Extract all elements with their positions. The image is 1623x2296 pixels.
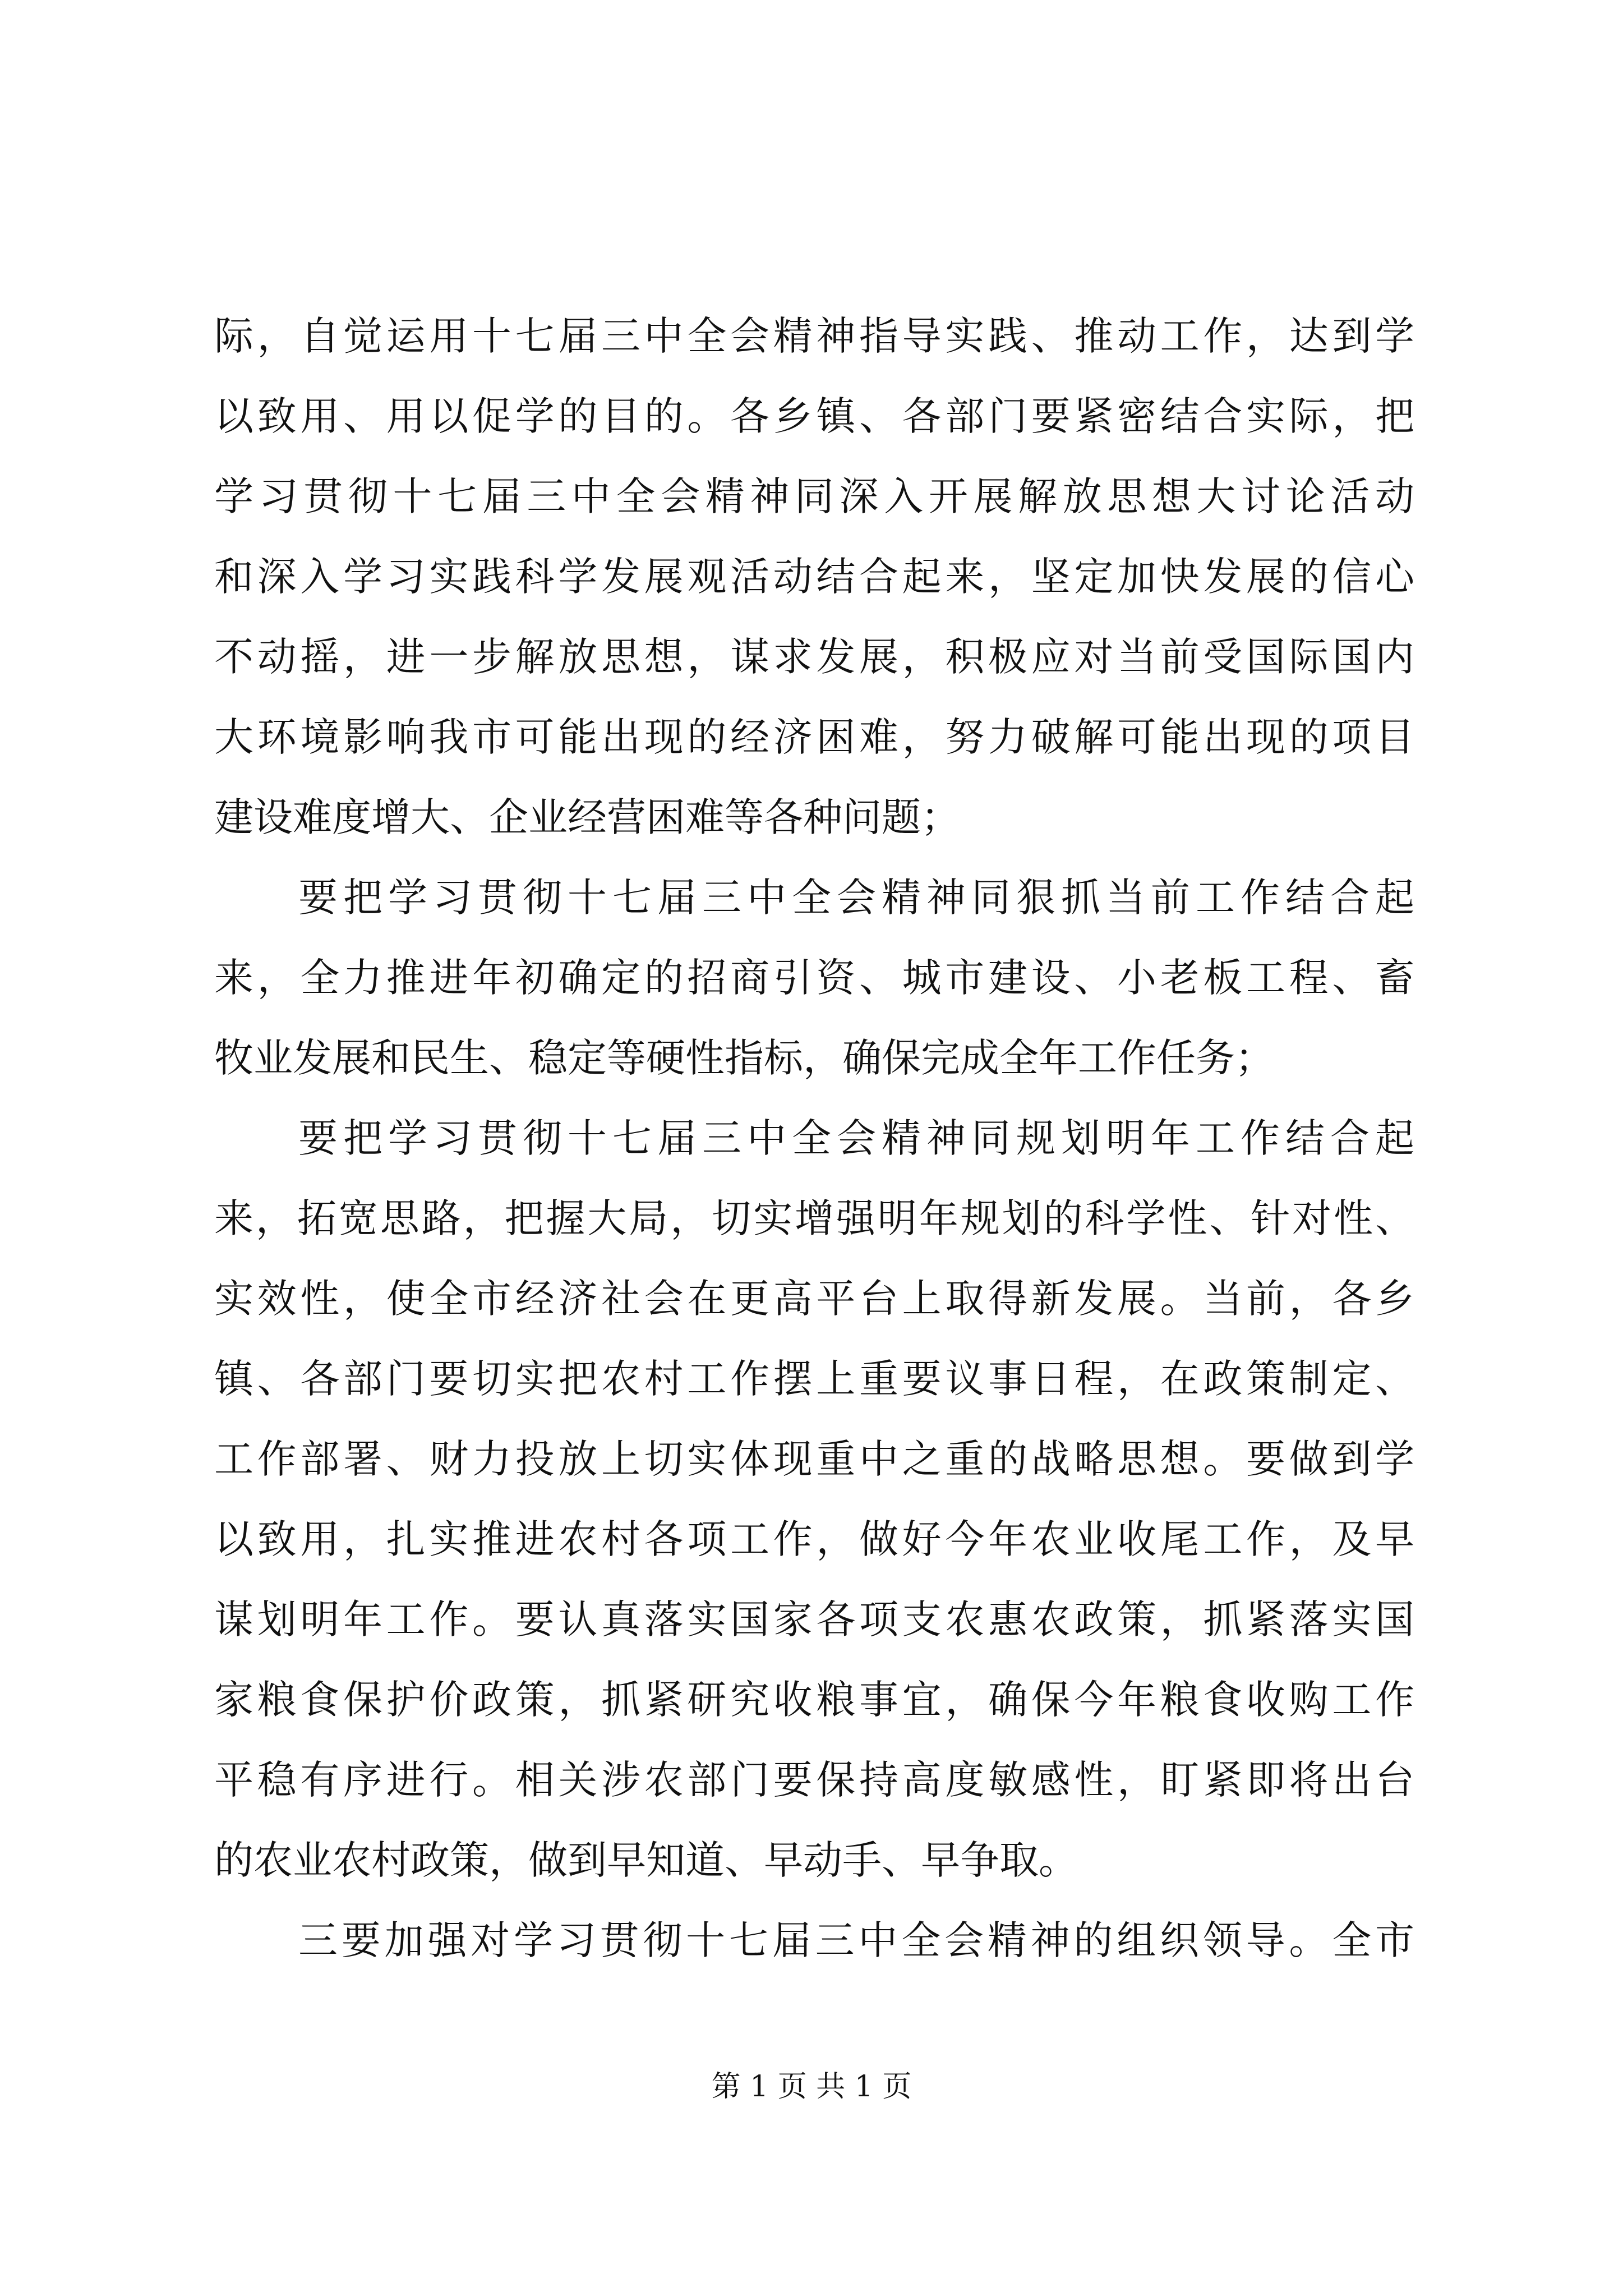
text-line: 的农业农村政策，做到早知道、早动手、早争取。 [214, 1837, 1078, 1883]
document-body [214, 296, 1414, 1981]
text-line: 镇、各部门要切实把农村工作摆上重要议事日程，在政策制定、 [214, 1356, 1414, 1402]
text-line: 来，全力推进年初确定的招商引资、城市建设、小老板工程、畜 [214, 955, 1414, 1001]
text-line: 学习贯彻十七届三中全会精神同深入开展解放思想大讨论活动 [214, 473, 1414, 519]
text-line: 大环境影响我市可能出现的经济困难，努力破解可能出现的项目 [214, 714, 1414, 760]
text-line: 平稳有序进行。相关涉农部门要保持高度敏感性，盯紧即将出台 [214, 1757, 1414, 1803]
text-line: 来，拓宽思路，把握大局，切实增强明年规划的科学性、针对性、 [214, 1195, 1414, 1241]
text-line: 建设难度增大、企业经营困难等各种问题； [214, 794, 960, 840]
text-line: 不动摇，进一步解放思想，谋求发展，积极应对当前受国际国内 [214, 634, 1414, 680]
page-footer [0, 2064, 1623, 2109]
text-line: 际，自觉运用十七届三中全会精神指导实践、推动工作，达到学 [214, 313, 1414, 359]
text-line: 和深入学习实践科学发展观活动结合起来，坚定加快发展的信心 [214, 554, 1414, 600]
text-line: 家粮食保护价政策，抓紧研究收粮事宜，确保今年粮食收购工作 [214, 1677, 1414, 1723]
paragraph-first-line: 要把学习贯彻十七届三中全会精神同规划明年工作结合起 [298, 1115, 1414, 1161]
paragraph-first-line: 要把学习贯彻十七届三中全会精神同狠抓当前工作结合起 [298, 875, 1414, 921]
text-line: 工作部署、财力投放上切实体现重中之重的战略思想。要做到学 [214, 1436, 1414, 1482]
paragraph-first-line: 三要加强对学习贯彻十七届三中全会精神的组织领导。全市 [298, 1917, 1414, 1963]
text-line: 以致用、用以促学的目的。各乡镇、各部门要紧密结合实际，把 [214, 393, 1414, 439]
page-number-label: 第 1 页 共 1 页 [711, 2070, 912, 2104]
text-line: 以致用，扎实推进农村各项工作，做好今年农业收尾工作，及早 [214, 1516, 1414, 1562]
text-line: 谋划明年工作。要认真落实国家各项支农惠农政策，抓紧落实国 [214, 1596, 1414, 1642]
text-line: 牧业发展和民生、稳定等硬性指标，确保完成全年工作任务； [214, 1035, 1274, 1081]
text-line: 实效性，使全市经济社会在更高平台上取得新发展。当前，各乡 [214, 1276, 1414, 1322]
